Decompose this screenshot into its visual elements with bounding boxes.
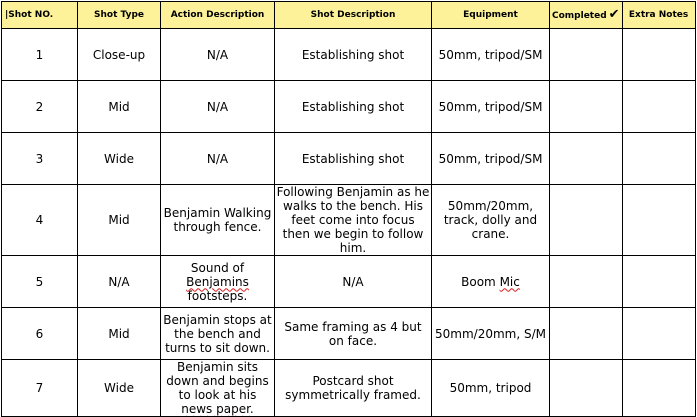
cell-shot-description[interactable]: N/A [275,256,432,308]
cell-shot-type[interactable]: Wide [78,133,161,185]
cell-extra-notes[interactable] [622,81,695,133]
cell-extra-notes[interactable] [622,185,695,256]
cell-equipment[interactable]: 50mm, tripod/SM [432,29,550,81]
cell-shot-type[interactable]: Wide [78,360,161,417]
action-text: . [249,402,254,416]
cell-shot-type[interactable]: Mid [78,308,161,360]
table-row [2,308,696,360]
cell-shot-description[interactable]: Establishing shot [275,133,432,185]
cell-completed[interactable] [550,360,623,417]
table-row [2,133,696,185]
cell-completed[interactable] [550,185,623,256]
cell-action-description[interactable]: N/A [161,29,275,81]
spelling-error-word: Mic [499,274,520,289]
cell-action-description[interactable] [161,360,275,417]
spelling-error-word: news paper [181,402,250,416]
cell-completed[interactable] [550,81,623,133]
header-completed [550,2,623,29]
cell-equipment[interactable]: 50mm/20mm, S/M [432,308,550,360]
header-action-description: Action Description [161,2,275,29]
cell-shot-description[interactable]: Establishing shot [275,29,432,81]
action-text: footsteps. [187,288,248,303]
header-equipment: Equipment [432,2,550,29]
cell-shot-no[interactable]: 4 [2,185,78,256]
header-row [2,2,696,29]
action-text: Benjamin sits down and begins to look at his [166,360,269,402]
header-extra-notes: Extra Notes [622,2,695,29]
cell-equipment[interactable]: 50mm, tripod/SM [432,81,550,133]
cell-shot-description[interactable]: Same framing as 4 but on face. [275,308,432,360]
cell-equipment[interactable]: 50mm, tripod/SM [432,133,550,185]
spelling-error-word: Benjamins [186,274,249,289]
cell-action-description[interactable] [161,256,275,308]
cell-extra-notes[interactable] [622,29,695,81]
cell-shot-no[interactable]: 2 [2,81,78,133]
cell-extra-notes[interactable] [622,308,695,360]
cell-equipment[interactable]: 50mm/20mm, track, dolly and crane. [432,185,550,256]
cell-action-description[interactable]: Benjamin Walking through fence. [161,185,275,256]
cell-completed[interactable] [550,308,623,360]
cell-shot-no[interactable]: 7 [2,360,78,417]
cell-completed[interactable] [550,133,623,185]
cell-shot-description[interactable]: Postcard shot symmetrically framed. [275,360,432,417]
equipment-text: Boom [461,274,500,289]
table-row [2,185,696,256]
cell-equipment[interactable] [432,256,550,308]
table-row [2,81,696,133]
table-row [2,360,696,417]
cell-extra-notes[interactable] [622,360,695,417]
cell-shot-no[interactable]: 5 [2,256,78,308]
header-shot-no: |Shot NO. [2,2,78,29]
cell-shot-description[interactable]: Establishing shot [275,81,432,133]
shot-list-table [1,1,696,417]
cell-completed[interactable] [550,29,623,81]
header-shot-description: Shot Description [275,2,432,29]
cell-equipment[interactable]: 50mm, tripod [432,360,550,417]
cell-shot-type[interactable]: Close-up [78,29,161,81]
cell-shot-type[interactable]: Mid [78,185,161,256]
table-row [2,29,696,81]
table-row [2,256,696,308]
cell-action-description[interactable]: Benjamin stops at the bench and turns to sit down. [161,308,275,360]
cell-completed[interactable] [550,256,623,308]
cell-shot-no[interactable]: 6 [2,308,78,360]
cell-shot-description[interactable]: Following Benjamin as he walks to the bench. His feet come into focus then we begin to follow him. [275,185,432,256]
checkmark-icon: ✔ [608,6,620,22]
cell-shot-no[interactable]: 1 [2,29,78,81]
cell-action-description[interactable]: N/A [161,81,275,133]
header-completed-label: Completed [552,10,607,21]
cell-extra-notes[interactable] [622,133,695,185]
cell-shot-type[interactable]: N/A [78,256,161,308]
cell-extra-notes[interactable] [622,256,695,308]
cell-shot-type[interactable]: Mid [78,81,161,133]
action-text: Sound of [190,260,245,275]
cell-shot-no[interactable]: 3 [2,133,78,185]
header-shot-type: Shot Type [78,2,161,29]
cell-action-description[interactable]: N/A [161,133,275,185]
